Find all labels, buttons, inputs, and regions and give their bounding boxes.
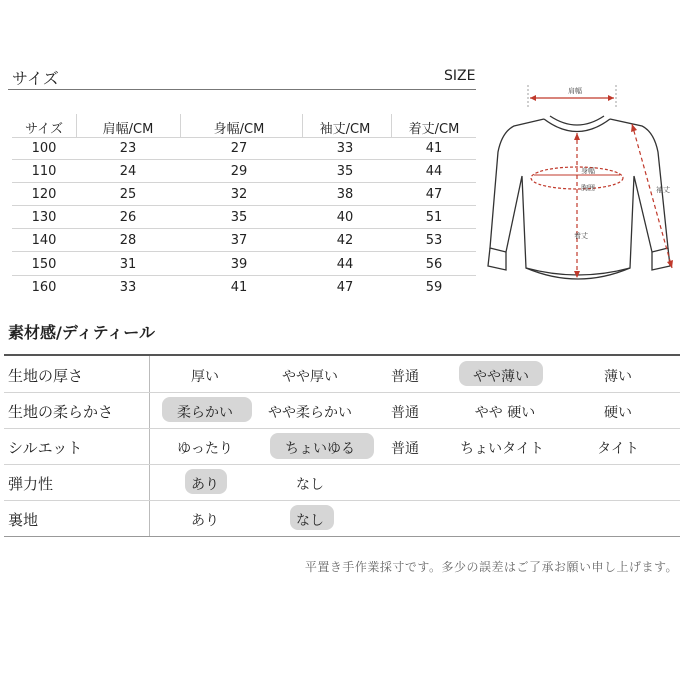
header-separator [180, 114, 181, 138]
cell-length: 51 [425, 210, 443, 225]
option-yes: あり [191, 513, 219, 529]
header-size: サイズ [25, 122, 63, 137]
label-chest: 胸囲 [581, 184, 595, 192]
cell-size: 120 [31, 187, 57, 202]
cell-size: 130 [31, 210, 57, 225]
size-title-divider [8, 89, 476, 90]
option-normal: 普通 [391, 441, 419, 457]
row-label-softness: 生地の柔らかさ [8, 403, 114, 421]
size-section-title: サイズ [12, 69, 59, 88]
option-normal: 普通 [391, 369, 419, 385]
cell-shoulder: 31 [119, 257, 137, 272]
label-body-width: 身幅 [581, 167, 595, 175]
row-divider [12, 251, 476, 252]
option-slightly-thin: やや薄い [473, 369, 529, 385]
row-divider [4, 392, 680, 393]
label-length: 着丈 [574, 232, 588, 240]
option-thick: 厚い [191, 369, 219, 385]
cell-body-width: 35 [230, 210, 248, 225]
cell-sleeve: 35 [336, 164, 354, 179]
row-divider [12, 275, 476, 276]
material-top-divider [4, 354, 680, 356]
row-divider [12, 228, 476, 229]
option-loose: ゆったり [177, 441, 233, 457]
cell-size: 160 [31, 280, 57, 295]
sweater-outline-icon [488, 116, 670, 279]
cell-sleeve: 47 [336, 280, 354, 295]
cell-shoulder: 28 [119, 233, 137, 248]
material-section-title: 素材感/ディティール [8, 323, 155, 342]
cell-size: 150 [31, 257, 57, 272]
cell-size: 140 [31, 233, 57, 248]
option-no: なし [296, 477, 324, 493]
row-divider [12, 137, 476, 138]
label-sleeve: 袖丈 [656, 186, 670, 194]
row-divider [4, 428, 680, 429]
option-soft: 柔らかい [177, 405, 233, 421]
row-label-thickness: 生地の厚さ [8, 367, 84, 385]
cell-length: 53 [425, 233, 443, 248]
cell-sleeve: 44 [336, 257, 354, 272]
cell-sleeve: 33 [336, 141, 354, 156]
header-sleeve: 袖丈/CM [319, 122, 371, 137]
row-divider [12, 159, 476, 160]
cell-body-width: 29 [230, 164, 248, 179]
cell-body-width: 32 [230, 187, 248, 202]
cell-shoulder: 26 [119, 210, 137, 225]
cell-length: 41 [425, 141, 443, 156]
option-no: なし [296, 513, 324, 529]
measurement-note: 平置き手作業採寸です。多少の誤差はご了承お願い申し上げます。 [304, 560, 678, 574]
cell-length: 56 [425, 257, 443, 272]
cell-sleeve: 42 [336, 233, 354, 248]
row-divider [12, 205, 476, 206]
cell-body-width: 39 [230, 257, 248, 272]
cell-sleeve: 40 [336, 210, 354, 225]
option-yes: あり [191, 477, 219, 493]
option-thin: 薄い [604, 369, 632, 385]
cell-shoulder: 25 [119, 187, 137, 202]
option-slightly-soft: やや柔らかい [268, 405, 352, 421]
header-length: 着丈/CM [408, 122, 460, 137]
cell-length: 59 [425, 280, 443, 295]
option-normal: 普通 [391, 405, 419, 421]
row-label-silhouette: シルエット [8, 439, 83, 457]
cell-body-width: 27 [230, 141, 248, 156]
option-slightly-thick: やや厚い [282, 369, 338, 385]
option-slightly-loose: ちょいゆる [285, 441, 355, 457]
label-shoulder: 肩幅 [568, 87, 582, 95]
cell-sleeve: 38 [336, 187, 354, 202]
row-divider [4, 500, 680, 501]
row-divider [12, 182, 476, 183]
cell-body-width: 37 [230, 233, 248, 248]
row-label-lining: 裏地 [8, 511, 39, 529]
garment-measurement-diagram [478, 78, 694, 298]
header-separator [302, 114, 303, 138]
option-hard: 硬い [604, 405, 632, 421]
header-separator [391, 114, 392, 138]
cell-length: 44 [425, 164, 443, 179]
option-slightly-tight: ちょいタイト [460, 441, 544, 457]
cell-length: 47 [425, 187, 443, 202]
cell-body-width: 41 [230, 280, 248, 295]
row-label-elasticity: 弾力性 [8, 475, 54, 493]
option-tight: タイト [597, 441, 639, 457]
header-separator [76, 114, 77, 138]
cell-shoulder: 24 [119, 164, 137, 179]
cell-shoulder: 23 [119, 141, 137, 156]
header-shoulder: 肩幅/CM [102, 122, 154, 137]
header-body-width: 身幅/CM [213, 122, 265, 137]
row-divider [4, 464, 680, 465]
option-slightly-hard: やや 硬い [474, 405, 536, 421]
cell-shoulder: 33 [119, 280, 137, 295]
size-section-title-en: SIZE [444, 68, 476, 84]
cell-size: 100 [31, 141, 57, 156]
material-bottom-divider [4, 536, 680, 537]
cell-size: 110 [31, 164, 57, 179]
